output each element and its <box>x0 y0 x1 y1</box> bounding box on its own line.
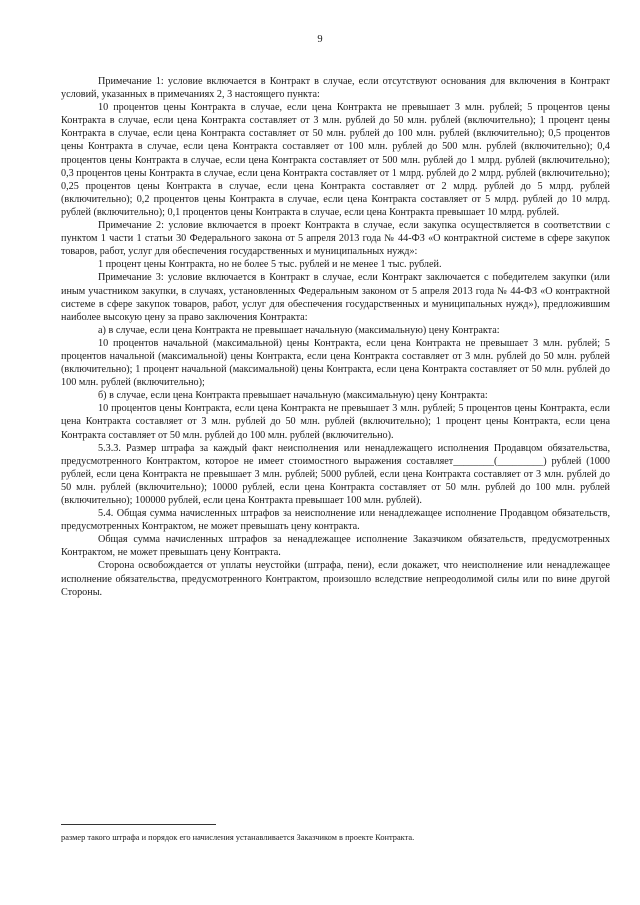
footnote-text: размер такого штрафа и порядок его начисления устанавливается Заказчиком в проекте Контракта. <box>61 833 415 842</box>
note-1-rates-paragraph: 10 процентов цены Контракта в случае, если цена Контракта не превышает 3 млн. рублей; 5 процентов цены Контракта в случае, если цена Контракта составляет от 3 млн. рублей до 50 млн. рублей (включительно); 1 процент цены Контракта в случае, если цена Контракта составляет от 50 млн. рублей до 100 млн. рублей (включительно); 0,5 процентов цены Контракта в случае, если цена Контракта составляет от 100 млн. рублей до 500 млн. рублей (включительно); 0,4 процентов цены Контракта в случае, если цена Контракта составляет от 500 млн. рублей до 1 млрд. рублей (включительно); 0,3 процентов цены Контракта в случае, если цена Контракта составляет от 1 млрд. рублей до 2 млрд. рублей (включительно); 0,25 процентов цены Контракта в случае, если цена Контракта составляет от 2 млрд. рублей до 5 млрд. рублей (включительно); 0,2 процентов цены Контракта в случае, если цена Контракта составляет от 5 млрд. рублей до 10 млрд. рублей (включительно); 0,1 процентов цены Контракта в случае, если цена Контракта превышает 10 млрд. рублей. <box>61 102 610 218</box>
document-body <box>61 75 610 599</box>
footnote-divider <box>61 824 216 825</box>
clause-5-3-3-paragraph: 5.3.3. Размер штрафа за каждый факт неисполнения или ненадлежащего исполнения Продавцом обязательства, предусмотренного Контрактом, которое не имеет стоимостного выражения составляет________(_________) рублей (1000 рублей, если цена Контракта не превышает 3 млн. рублей; 5000 рублей, если цена Контракта составляет от 3 млн. рублей до 50 млн. рублей (включительно); 10000 рублей, если цена Контракта составляет от 50 млн. рублей до 100 млн. рублей (включительно); 100000 рублей, если цена Контракта превышает 100 млн. рублей). <box>61 442 610 506</box>
clause-5-4-paragraph: 5.4. Общая сумма начисленных штрафов за неисполнение или ненадлежащее исполнение Продавцом обязательств, предусмотренных Контрактом, не может превышать цену контракта. <box>61 508 610 533</box>
page-number: 9 <box>317 34 323 45</box>
note-3-case-b-paragraph: б) в случае, если цена Контракта превышает начальную (максимальную) цену Контракта: <box>98 390 488 402</box>
note-3-case-a-rates-paragraph: 10 процентов начальной (максимальной) цены Контракта, если цена Контракта не превышает 3 млн. рублей; 5 процентов начальной (максимальной) цены Контракта, если цена Контракта составляет от 3 млн. рублей до 50 млн. рублей (включительно); 1 процент начальной (максимальной) цены Контракта, если цена Контракта составляет от 50 млн. рублей до 100 млн. рублей (включительно); <box>61 337 610 389</box>
note-2-paragraph: Примечание 2: условие включается в проект Контракта в случае, если закупка осуществляется в соответствии с пунктом 1 части 1 статьи 30 Федерального закона от 5 апреля 2013 года № 44-ФЗ «О контрактной системе в сфере закупок товаров, работ, услуг для обеспечения государственных и муниципальных нужд»: <box>61 220 610 258</box>
note-1-paragraph: Примечание 1: условие включается в Контракт в случае, если отсутствуют основания для включения в Контракт условий, указанных в примечаниях 2, 3 настоящего пункта: <box>61 76 610 101</box>
force-majeure-paragraph: Сторона освобождается от уплаты неустойки (штрафа, пени), если докажет, что неисполнение или ненадлежащее исполнение обязательства, предусмотренного Контрактом, произошло вследствие непреодолимой силы или по вине другой Стороны. <box>61 560 610 598</box>
customer-penalty-limit-paragraph: Общая сумма начисленных штрафов за ненадлежащее исполнение Заказчиком обязательств, предусмотренных Контрактом, не может превышать цену Контракта. <box>61 534 610 559</box>
note-3-paragraph: Примечание 3: условие включается в Контракт в случае, если Контракт заключается с победителем закупки (или иным участником закупки, в случаях, установленных Федеральным законом от 5 апреля 2013 года № 44-ФЗ «О контрактной системе в сфере закупок товаров, работ, услуг для обеспечения государственных и муниципальных нужд»), предложившим наиболее высокую цену за право заключения Контракта: <box>61 272 610 323</box>
note-3-case-a-paragraph: а) в случае, если цена Контракта не превышает начальную (максимальную) цену Контракта: <box>98 324 500 336</box>
note-2-rate-paragraph: 1 процент цены Контракта, но не более 5 тыс. рублей и не менее 1 тыс. рублей. <box>98 259 442 271</box>
note-3-case-b-rates-paragraph: 10 процентов цены Контракта, если цена Контракта не превышает 3 млн. рублей; 5 процентов цены Контракта, если цена Контракта составляет от 3 млн. рублей до 50 млн. рублей (включительно); 1 процент цены Контракта, если цена Контракта составляет от 50 млн. рублей до 100 млн. рублей (включительно). <box>61 403 610 441</box>
